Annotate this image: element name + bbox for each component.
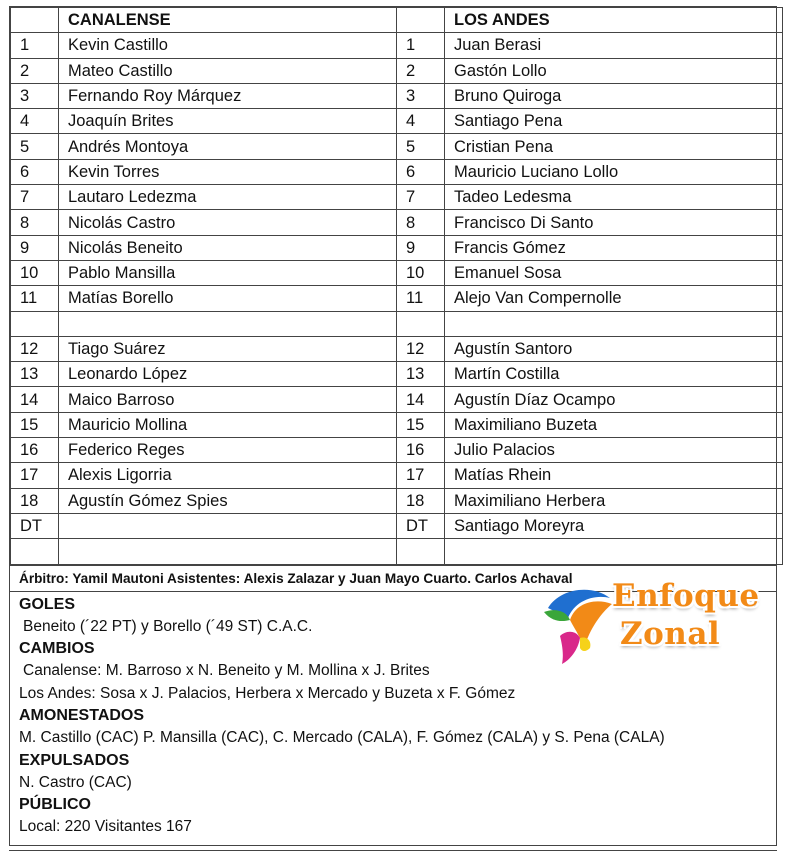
player-number-home: 2 <box>11 58 59 83</box>
player-name-away: Martín Costilla <box>445 362 783 387</box>
starter-row <box>11 109 783 134</box>
player-name-home: Pablo Mansilla <box>59 260 397 285</box>
player-number-away: 3 <box>397 83 445 108</box>
player-number-home: 16 <box>11 438 59 463</box>
substitute-row <box>11 438 783 463</box>
substitute-row <box>11 336 783 361</box>
officials-line: Árbitro: Yamil Mautoni Asistentes: Alexis Zalazar y Juan Mayo Cuarto. Carlos Achaval <box>10 565 776 591</box>
player-name-home: Mateo Castillo <box>59 58 397 83</box>
player-number-home: 11 <box>11 286 59 311</box>
player-number-away: 2 <box>397 58 445 83</box>
substitutions-heading: CAMBIOS <box>19 640 95 658</box>
player-number-home: 1 <box>11 33 59 58</box>
header-number-cell-away <box>397 8 445 33</box>
starter-row <box>11 235 783 260</box>
substitutions-home: Canalense: M. Barroso x N. Beneito y M. Mollina x J. Brites <box>23 662 430 680</box>
player-name-away: Emanuel Sosa <box>445 260 783 285</box>
goals-text: Beneito (´22 PT) y Borello (´49 ST) C.A.C. <box>23 617 313 635</box>
bottom-divider <box>9 850 777 851</box>
player-number-home: 12 <box>11 336 59 361</box>
player-number-home: 13 <box>11 362 59 387</box>
sent-off-text: N. Castro (CAC) <box>19 773 132 791</box>
player-name-home: Kevin Torres <box>59 159 397 184</box>
header-number-cell-home <box>11 8 59 33</box>
empty-cell <box>59 539 397 564</box>
player-number-away: 6 <box>397 159 445 184</box>
player-name-home: Andrés Montoya <box>59 134 397 159</box>
goals-heading: GOLES <box>19 595 76 613</box>
player-number-away: 11 <box>397 286 445 311</box>
coach-label-home: DT <box>11 513 59 538</box>
coach-name-away: Santiago Moreyra <box>445 513 783 538</box>
blank-row <box>11 539 783 564</box>
player-number-away: 16 <box>397 438 445 463</box>
player-name-home: Lautaro Ledezma <box>59 185 397 210</box>
player-number-away: 8 <box>397 210 445 235</box>
starter-row <box>11 286 783 311</box>
player-name-away: Matías Rhein <box>445 463 783 488</box>
player-name-home: Mauricio Mollina <box>59 412 397 437</box>
lineup-table <box>10 7 783 565</box>
starter-row <box>11 260 783 285</box>
cautioned-text: M. Castillo (CAC) P. Mansilla (CAC), C. Mercado (CALA), F. Gómez (CALA) y S. Pena (CALA) <box>19 729 665 747</box>
player-name-away: Cristian Pena <box>445 134 783 159</box>
player-name-home: Alexis Ligorria <box>59 463 397 488</box>
player-name-home: Maico Barroso <box>59 387 397 412</box>
player-number-home: 7 <box>11 185 59 210</box>
player-number-away: 10 <box>397 260 445 285</box>
player-name-away: Francis Gómez <box>445 235 783 260</box>
player-number-home: 10 <box>11 260 59 285</box>
empty-cell <box>11 311 59 336</box>
player-number-home: 4 <box>11 109 59 134</box>
team-name-away: LOS ANDES <box>445 8 783 33</box>
player-number-away: 7 <box>397 185 445 210</box>
player-name-away: Juan Berasi <box>445 33 783 58</box>
substitute-row <box>11 412 783 437</box>
player-number-home: 9 <box>11 235 59 260</box>
player-number-home: 6 <box>11 159 59 184</box>
player-number-away: 14 <box>397 387 445 412</box>
logo-swirl-icon <box>540 578 620 666</box>
cautioned-heading: AMONESTADOS <box>19 707 145 725</box>
empty-cell <box>11 539 59 564</box>
starter-row <box>11 159 783 184</box>
player-number-away: 17 <box>397 463 445 488</box>
player-number-home: 14 <box>11 387 59 412</box>
player-name-away: Francisco Di Santo <box>445 210 783 235</box>
player-number-away: 9 <box>397 235 445 260</box>
player-number-away: 5 <box>397 134 445 159</box>
empty-cell <box>397 311 445 336</box>
empty-cell <box>397 539 445 564</box>
player-number-away: 13 <box>397 362 445 387</box>
coach-row <box>11 513 783 538</box>
player-name-away: Tadeo Ledesma <box>445 185 783 210</box>
substitutions-away: Los Andes: Sosa x J. Palacios, Herbera x Mercado y Buzeta x F. Gómez <box>19 684 516 702</box>
player-name-home: Joaquín Brites <box>59 109 397 134</box>
player-name-away: Gastón Lollo <box>445 58 783 83</box>
player-name-away: Agustín Santoro <box>445 336 783 361</box>
coach-label-away: DT <box>397 513 445 538</box>
player-name-home: Nicolás Beneito <box>59 235 397 260</box>
player-name-home: Nicolás Castro <box>59 210 397 235</box>
substitute-row <box>11 488 783 513</box>
player-number-away: 4 <box>397 109 445 134</box>
starter-row <box>11 134 783 159</box>
match-sheet <box>9 6 777 846</box>
player-name-home: Leonardo López <box>59 362 397 387</box>
player-name-home: Kevin Castillo <box>59 33 397 58</box>
player-number-away: 18 <box>397 488 445 513</box>
player-number-home: 3 <box>11 83 59 108</box>
player-name-home: Matías Borello <box>59 286 397 311</box>
starter-row <box>11 33 783 58</box>
player-number-home: 17 <box>11 463 59 488</box>
logo-text-line1: Enfoque <box>612 578 760 614</box>
player-number-home: 18 <box>11 488 59 513</box>
starter-row <box>11 83 783 108</box>
player-name-away: Mauricio Luciano Lollo <box>445 159 783 184</box>
empty-cell <box>59 311 397 336</box>
starter-row <box>11 58 783 83</box>
coach-name-home <box>59 513 397 538</box>
blank-row <box>11 311 783 336</box>
player-name-away: Agustín Díaz Ocampo <box>445 387 783 412</box>
player-number-home: 5 <box>11 134 59 159</box>
logo-text-line2: Zonal <box>620 616 721 652</box>
enfoque-zonal-logo <box>540 578 760 666</box>
starter-row <box>11 185 783 210</box>
team-name-home: CANALENSE <box>59 8 397 33</box>
player-name-away: Santiago Pena <box>445 109 783 134</box>
empty-cell <box>445 539 783 564</box>
player-number-away: 1 <box>397 33 445 58</box>
player-name-away: Alejo Van Compernolle <box>445 286 783 311</box>
player-name-away: Julio Palacios <box>445 438 783 463</box>
player-name-home: Agustín Gómez Spies <box>59 488 397 513</box>
player-number-home: 8 <box>11 210 59 235</box>
substitute-row <box>11 362 783 387</box>
empty-cell <box>445 311 783 336</box>
player-name-away: Maximiliano Herbera <box>445 488 783 513</box>
sent-off-heading: EXPULSADOS <box>19 751 130 769</box>
player-number-away: 12 <box>397 336 445 361</box>
attendance-heading: PÚBLICO <box>19 796 91 814</box>
player-name-home: Federico Reges <box>59 438 397 463</box>
starter-row <box>11 210 783 235</box>
player-name-home: Tiago Suárez <box>59 336 397 361</box>
substitute-row <box>11 463 783 488</box>
player-name-away: Maximiliano Buzeta <box>445 412 783 437</box>
attendance-text: Local: 220 Visitantes 167 <box>19 818 192 836</box>
player-name-home: Fernando Roy Márquez <box>59 83 397 108</box>
player-number-home: 15 <box>11 412 59 437</box>
substitute-row <box>11 387 783 412</box>
player-number-away: 15 <box>397 412 445 437</box>
player-name-away: Bruno Quiroga <box>445 83 783 108</box>
table-header-row <box>11 8 783 33</box>
